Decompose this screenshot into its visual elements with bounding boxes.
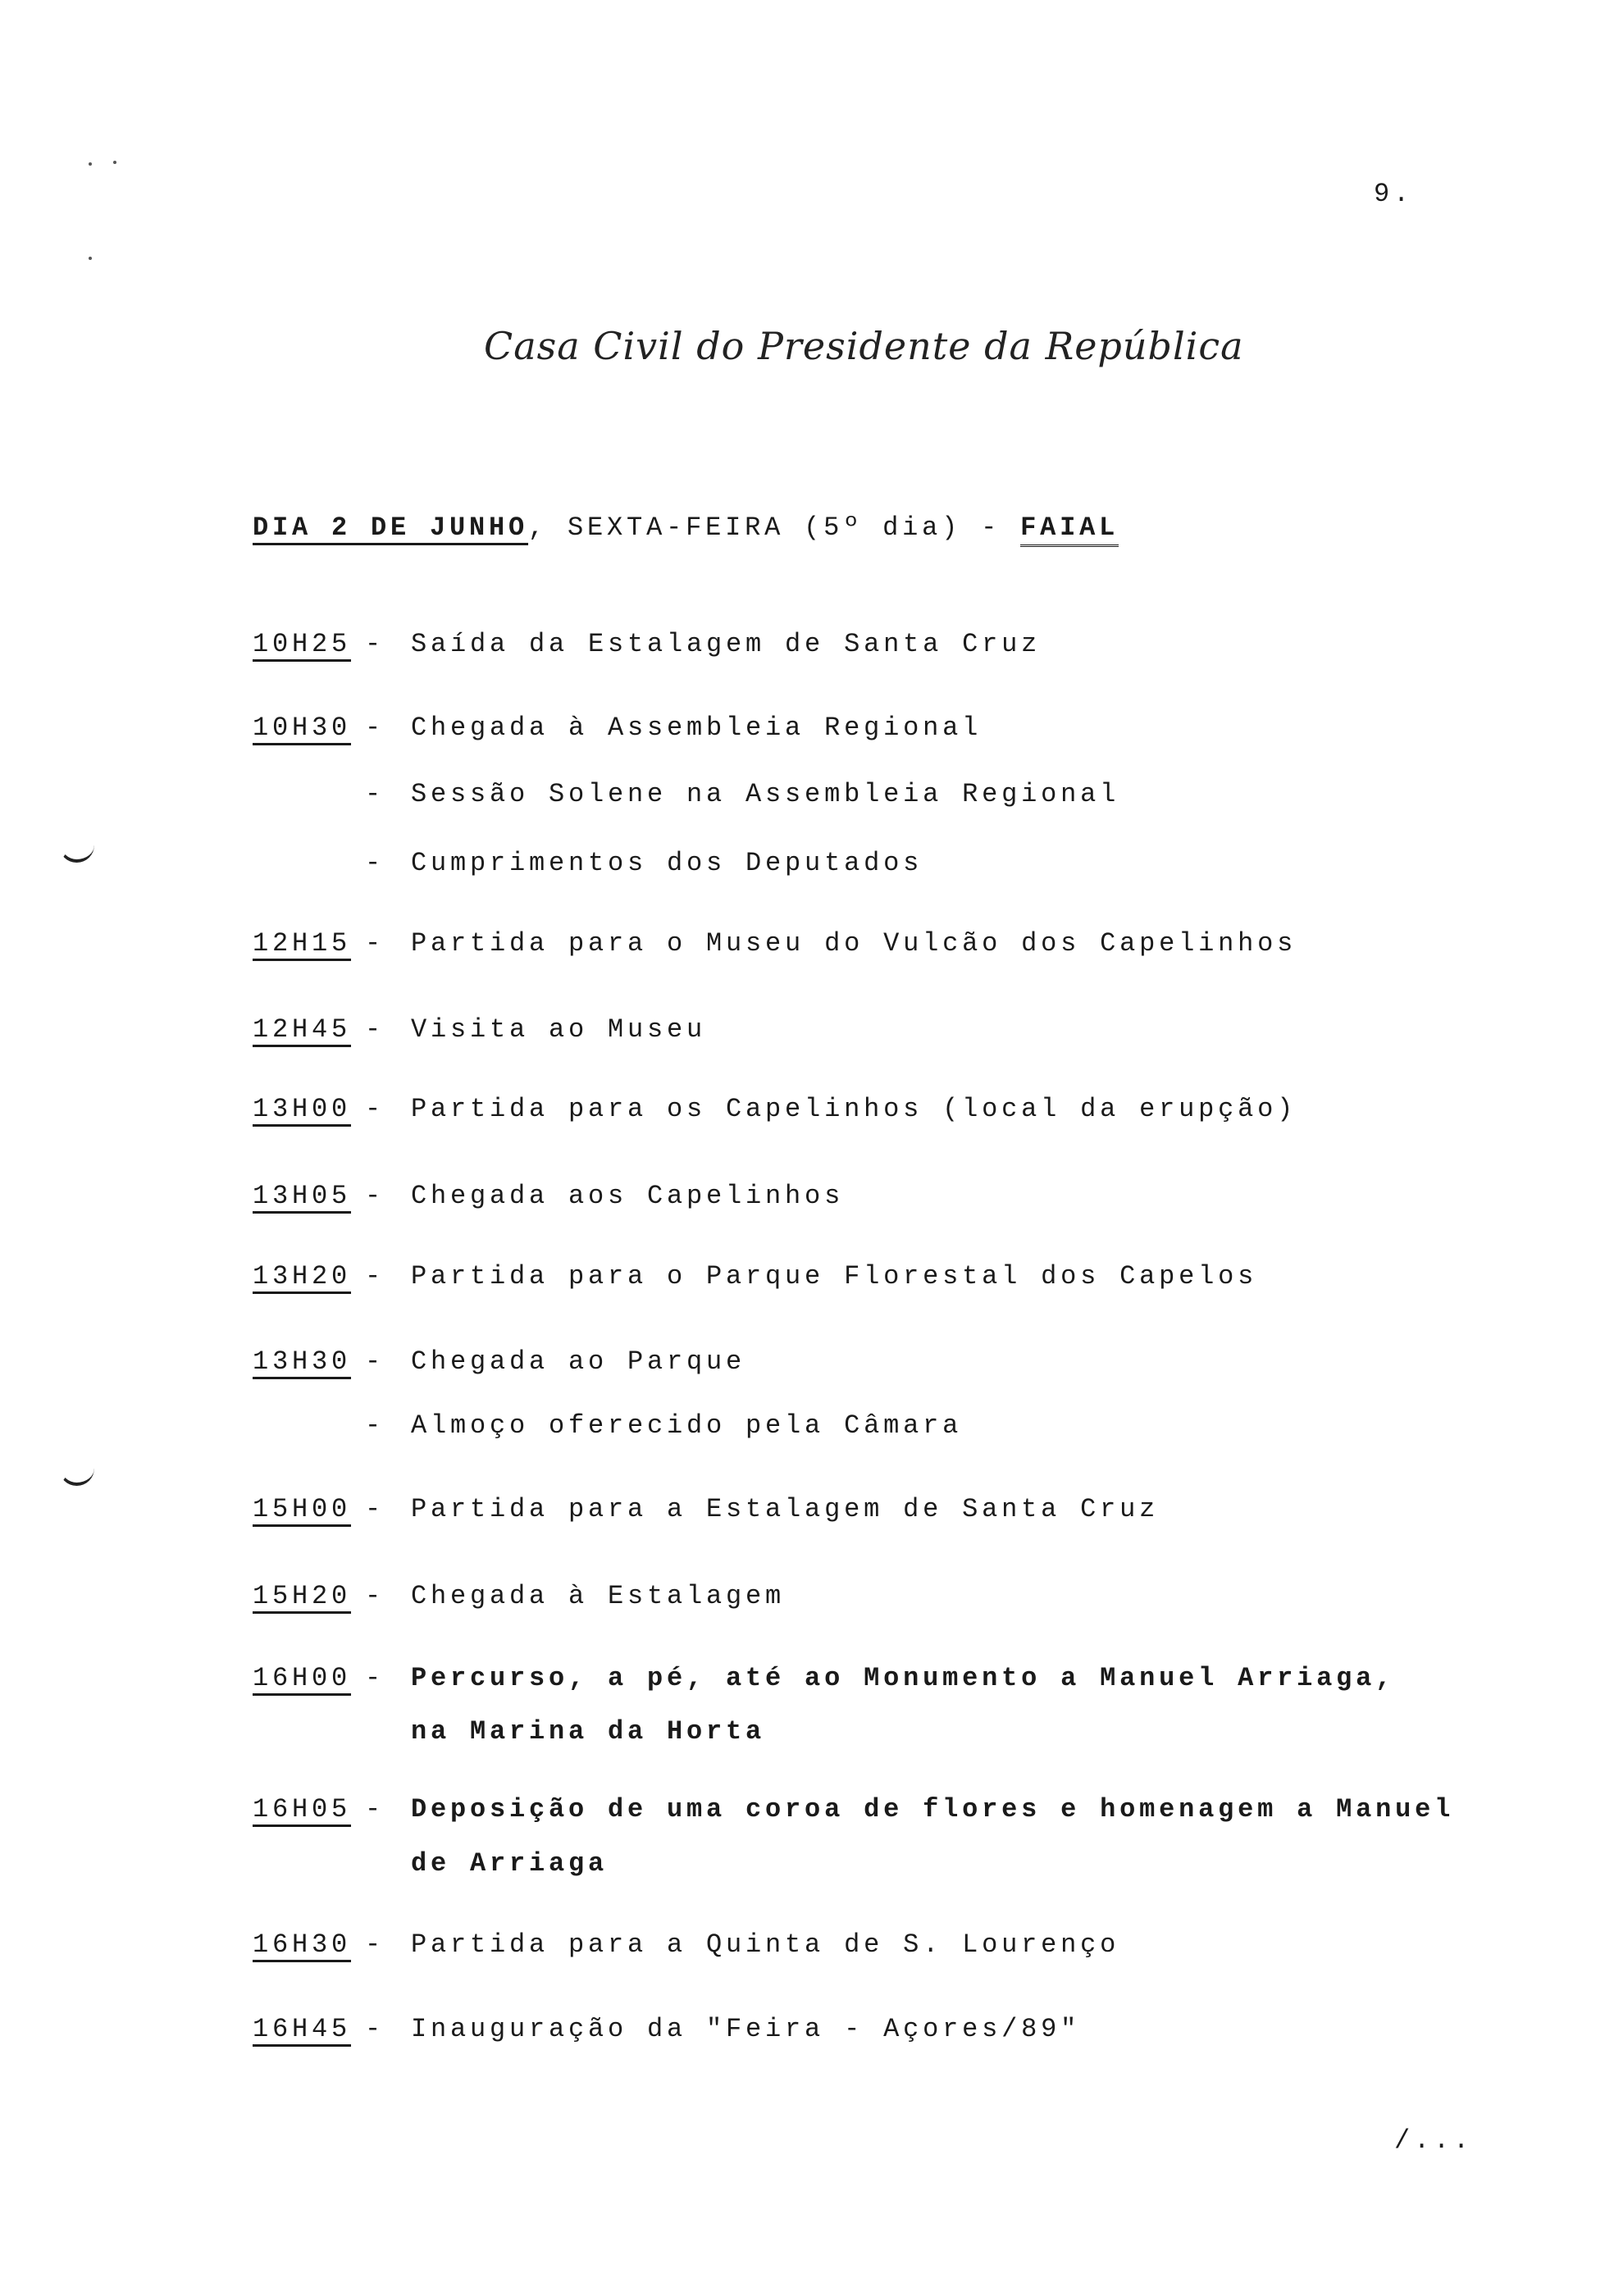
dash: - xyxy=(365,1014,385,1045)
item-text: Partida para a Estalagem de Santa Cruz xyxy=(411,1494,1160,1524)
page-number: 9. xyxy=(1374,179,1414,209)
item-text: Partida para o Parque Florestal dos Capelos xyxy=(411,1261,1258,1292)
item-text: Cumprimentos dos Deputados xyxy=(411,848,923,878)
heading-date: DIA 2 DE JUNHO xyxy=(253,512,529,543)
binder-hole-mark xyxy=(59,845,94,863)
item-text: Visita ao Museu xyxy=(411,1014,707,1045)
dash: - xyxy=(365,928,385,959)
dash: - xyxy=(365,1181,385,1211)
dash: - xyxy=(365,2014,385,2044)
item-time: 13H20 xyxy=(253,1261,352,1292)
binder-hole-mark xyxy=(59,1468,94,1486)
scan-speck xyxy=(89,162,92,166)
item-text: Inauguração da "Feira - Açores/89" xyxy=(411,2014,1081,2044)
item-time: 12H45 xyxy=(253,1014,352,1045)
item-time: 13H30 xyxy=(253,1346,352,1377)
item-text: Saída da Estalagem de Santa Cruz xyxy=(411,629,1042,659)
item-time: 13H05 xyxy=(253,1181,352,1211)
scan-speck xyxy=(89,257,92,260)
heading-rest: , SEXTA-FEIRA (5º dia) - xyxy=(528,512,1021,543)
dash: - xyxy=(365,1261,385,1292)
item-text-continued: de Arriaga xyxy=(411,1848,609,1879)
item-text: Percurso, a pé, até ao Monumento a Manuel Arriaga, xyxy=(411,1663,1396,1693)
item-text: Partida para o Museu do Vulcão dos Capelinhos xyxy=(411,928,1297,959)
item-time: 12H15 xyxy=(253,928,352,959)
dash: - xyxy=(365,713,385,743)
dash: - xyxy=(365,1929,385,1960)
item-text: Chegada ao Parque xyxy=(411,1346,746,1377)
item-time: 10H25 xyxy=(253,629,352,659)
item-text: Partida para os Capelinhos (local da erupção) xyxy=(411,1094,1297,1124)
item-time: 16H00 xyxy=(253,1663,352,1693)
item-time: 10H30 xyxy=(253,713,352,743)
item-time: 15H00 xyxy=(253,1494,352,1524)
item-text: Deposição de uma coroa de flores e homenagem a Manuel xyxy=(411,1794,1455,1824)
item-text: Partida para a Quinta de S. Lourenço xyxy=(411,1929,1120,1960)
item-text: Sessão Solene na Assembleia Regional xyxy=(411,779,1120,809)
heading-place: FAIAL xyxy=(1020,512,1119,547)
continuation-mark: /... xyxy=(1394,2125,1474,2156)
item-text: Chegada aos Capelinhos xyxy=(411,1181,845,1211)
item-time: 16H05 xyxy=(253,1794,352,1824)
dash: - xyxy=(365,848,385,878)
dash: - xyxy=(365,629,385,659)
scan-speck xyxy=(113,161,116,164)
dash: - xyxy=(365,1794,385,1824)
item-time: 15H20 xyxy=(253,1581,352,1611)
item-text: Chegada à Estalagem xyxy=(411,1581,786,1611)
dash: - xyxy=(365,1581,385,1611)
dash: - xyxy=(365,1346,385,1377)
item-text: Chegada à Assembleia Regional xyxy=(411,713,983,743)
item-text: Almoço oferecido pela Câmara xyxy=(411,1410,963,1441)
dash: - xyxy=(365,779,385,809)
letterhead: Casa Civil do Presidente da República xyxy=(484,324,1244,368)
item-text-continued: na Marina da Horta xyxy=(411,1716,766,1747)
dash: - xyxy=(365,1094,385,1124)
item-time: 13H00 xyxy=(253,1094,352,1124)
item-time: 16H30 xyxy=(253,1929,352,1960)
item-time: 16H45 xyxy=(253,2014,352,2044)
dash: - xyxy=(365,1494,385,1524)
day-heading xyxy=(253,512,1119,543)
dash: - xyxy=(365,1663,385,1693)
dash: - xyxy=(365,1410,385,1441)
